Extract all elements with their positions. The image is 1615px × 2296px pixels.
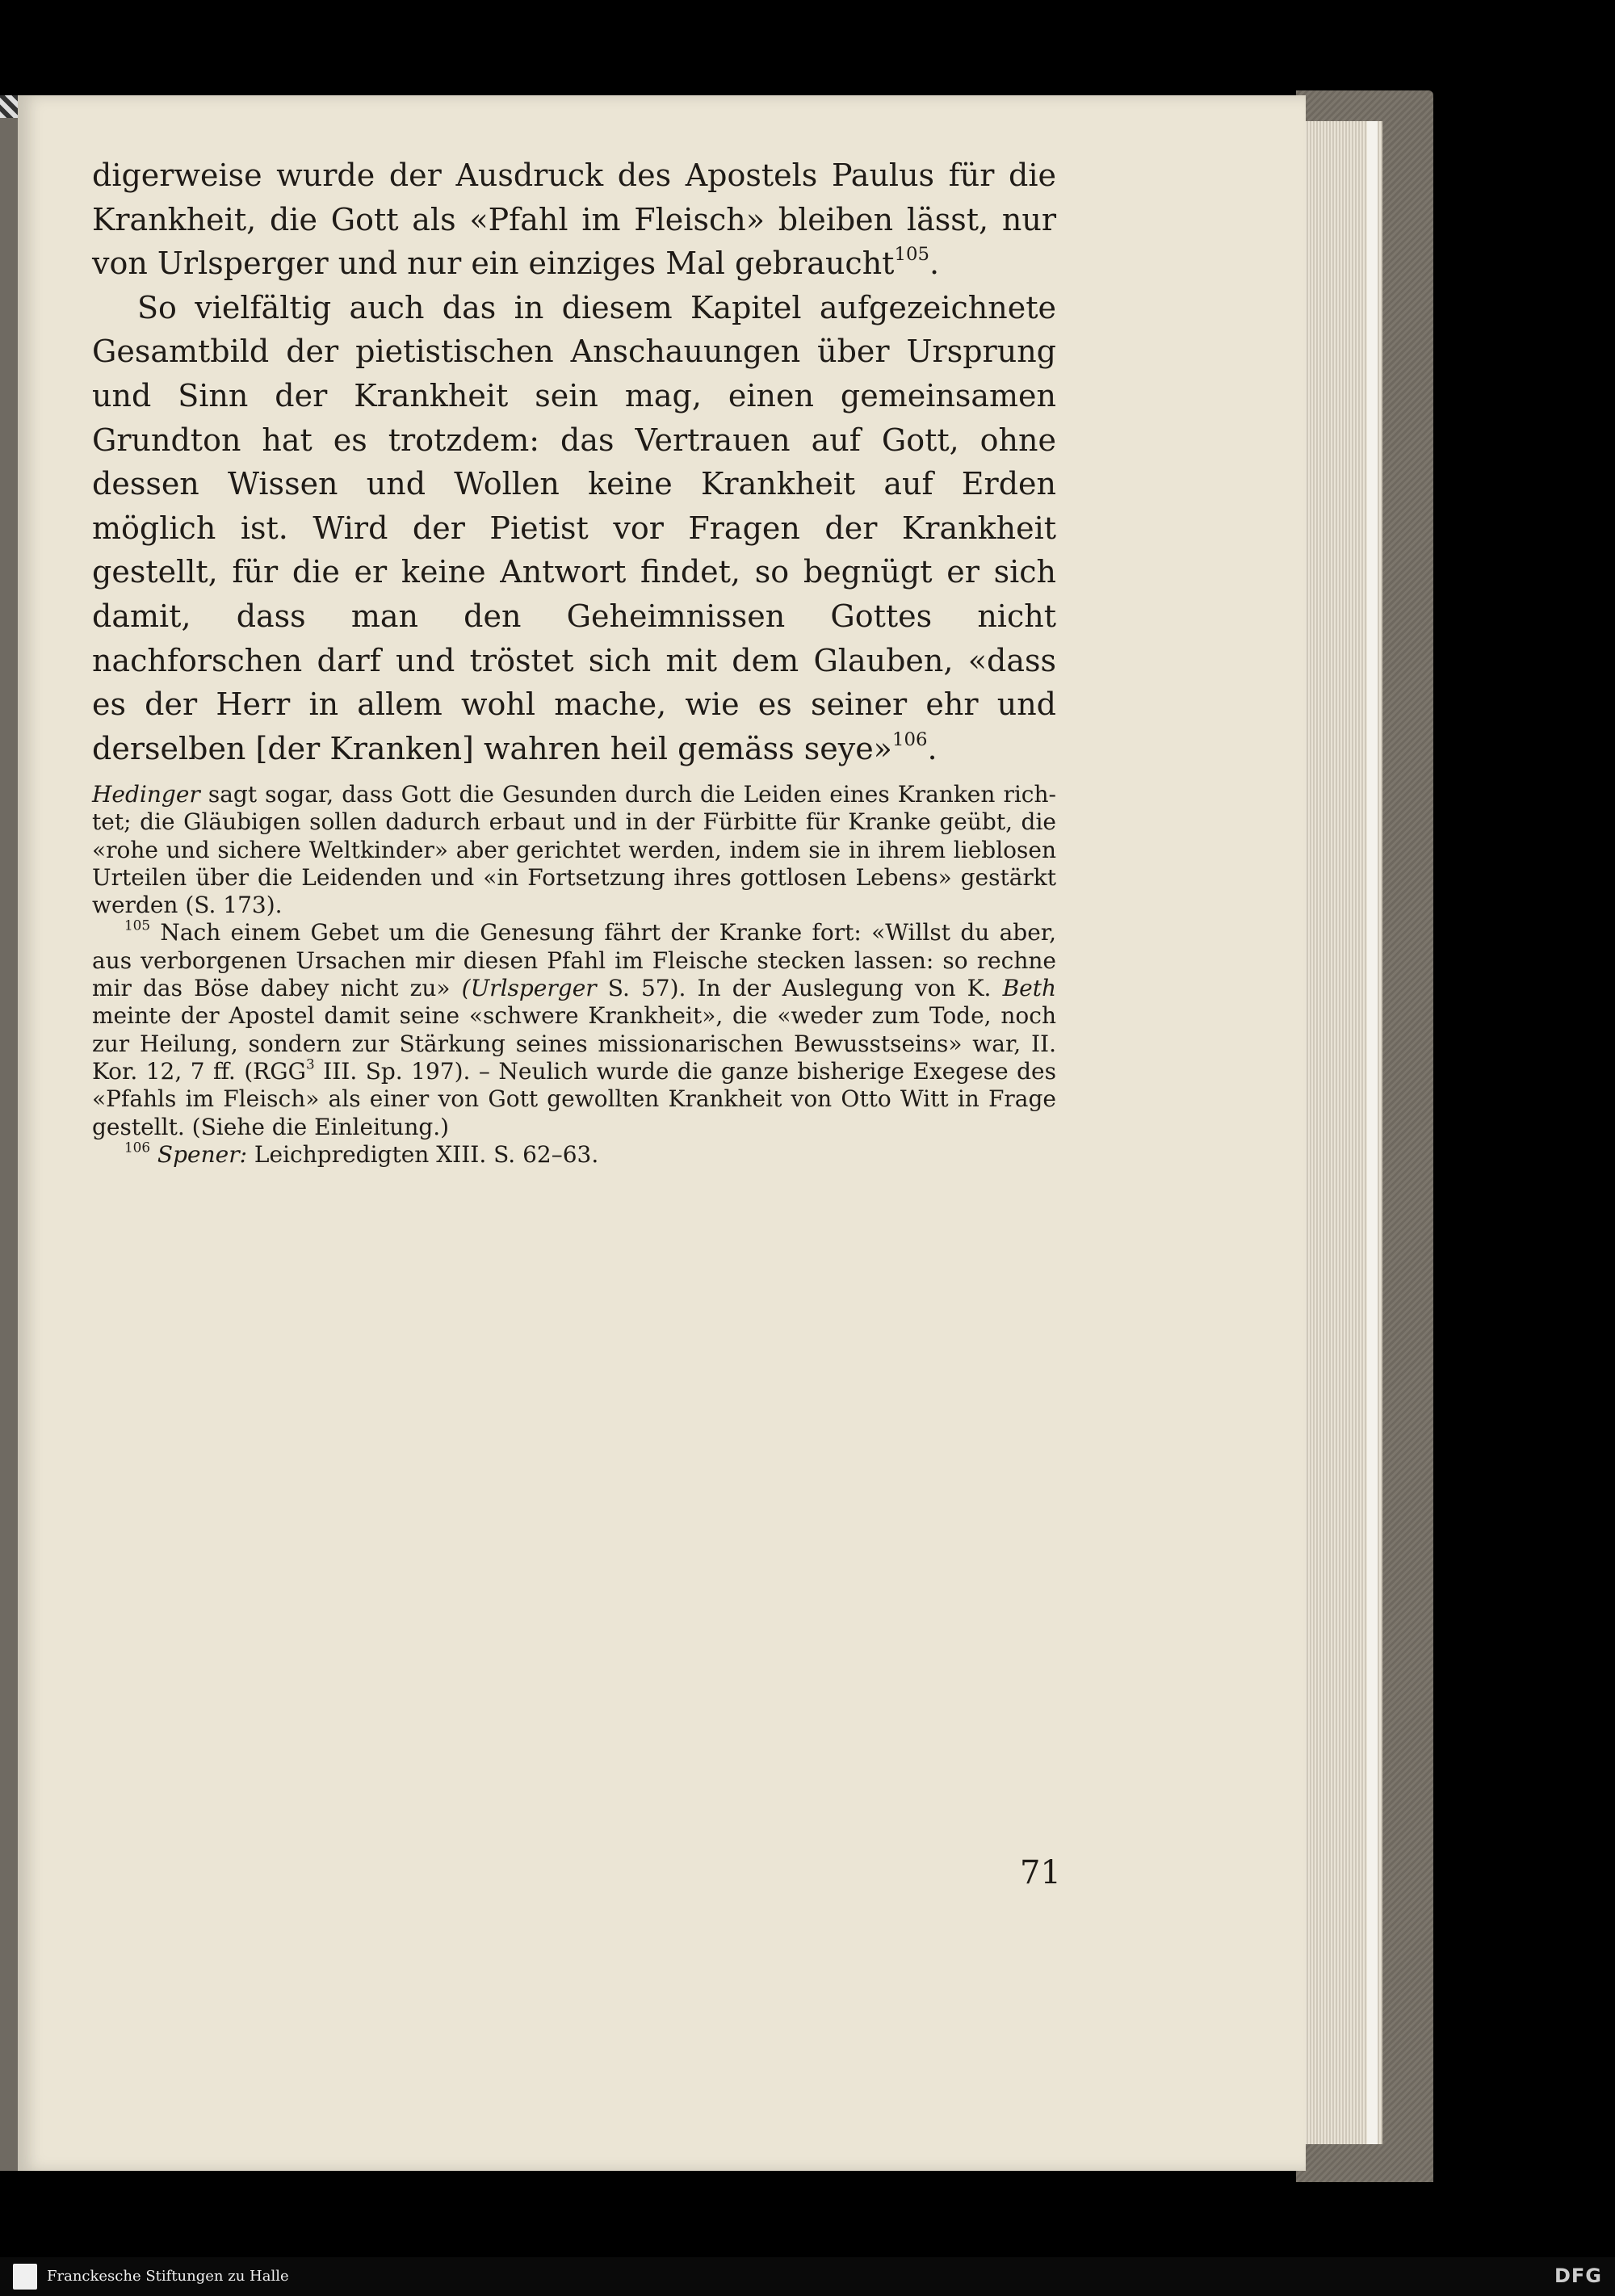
paragraph-2: So vielfältig auch das in diesem Kapitel aufgezeichnete Gesamtbild der pietistischen Anschauungen über Ursprung und Sinn der Krankheit sein mag, einen gemeinsamen Grundton hat es trotzdem: das Vertrauen auf Gott, ohne dessen Wissen und Wollen keine Krankheit auf Erden möglich ist. Wird der Pietist vor Fragen der Krankheit gestellt, für die er keine Antwort findet, so begnügt er sich damit, dass man den Geheimnissen Gottes nicht nachforschen darf und tröstet sich mit dem Glauben, «dass es der Herr in allem wohl mache, wie es seiner ehr und derselben [der Kranken] wahren heil gemäss seye»$^{106}$. — [92, 289, 1056, 766]
page-edge-highlight — [1367, 121, 1378, 2144]
page-number: 71 — [1020, 1854, 1061, 1891]
footnote-106: $^{106}$ Spener: Leichpredigten XIII. S. 62–63. — [124, 1139, 599, 1168]
institution-name[interactable]: Franckesche Stiftungen zu Halle — [47, 2268, 289, 2285]
paragraph-1: digerweise wurde der Ausdruck des Apostels Paulus für die Krankheit, die Gott als «Pfahl im Fleisch» bleiben lässt, nur von Urlsperger und nur ein einziges Mal gebraucht$^{105}$. — [92, 157, 1056, 282]
footnote-continued: Hedinger sagt sogar, dass Gott die Gesunden durch die Leiden eines Kranken richtet; die Gläubigen sollen dadurch erbaut und in der Fürbitte für Kranke geübt, die «rohe und sichere Weltkinder» aber gerichtet werden, indem sie in ihrem lieblosen Urteilen über die Leidenden und «in Fortsetzung ihres gottlosen Lebens» gestärkt werden (S. 173). — [92, 781, 1056, 919]
body-text — [92, 153, 1056, 770]
footnote-ref-105: 105 — [894, 244, 929, 266]
footnotes — [92, 781, 1056, 1169]
footnote-ref-106: 106 — [891, 728, 928, 750]
viewer-footer — [0, 2257, 1615, 2296]
dfg-logo[interactable]: DFG — [1554, 2265, 1602, 2287]
institution-logo-icon[interactable] — [13, 2264, 37, 2290]
footnote-105: $^{105}$ Nach einem Gebet um die Genesung fährt der Kranke fort: «Willst du aber, aus verborgenen Ursachen mir diesen Pfahl im Fleische stecken lassen: so rechne mir das Böse dabey nicht zu» (Urlsperger S. 57). In der Auslegung von K. Beth meinte der Apostel damit seine «schwere Krankheit», die «weder zum Tode, noch zur Heilung, sondern zur Stärkung seines missionarischen Bewusstseins» war, II. Kor. 12, 7 ff. (RGG$^3$ III. Sp. 197). – Neulich wurde die ganze bisherige Exegese des «Pfahls im Fleisch» als einer von Gott gewollten Krankheit von Otto Witt in Frage gestellt. (Siehe die Einleitung.) — [92, 917, 1056, 1140]
